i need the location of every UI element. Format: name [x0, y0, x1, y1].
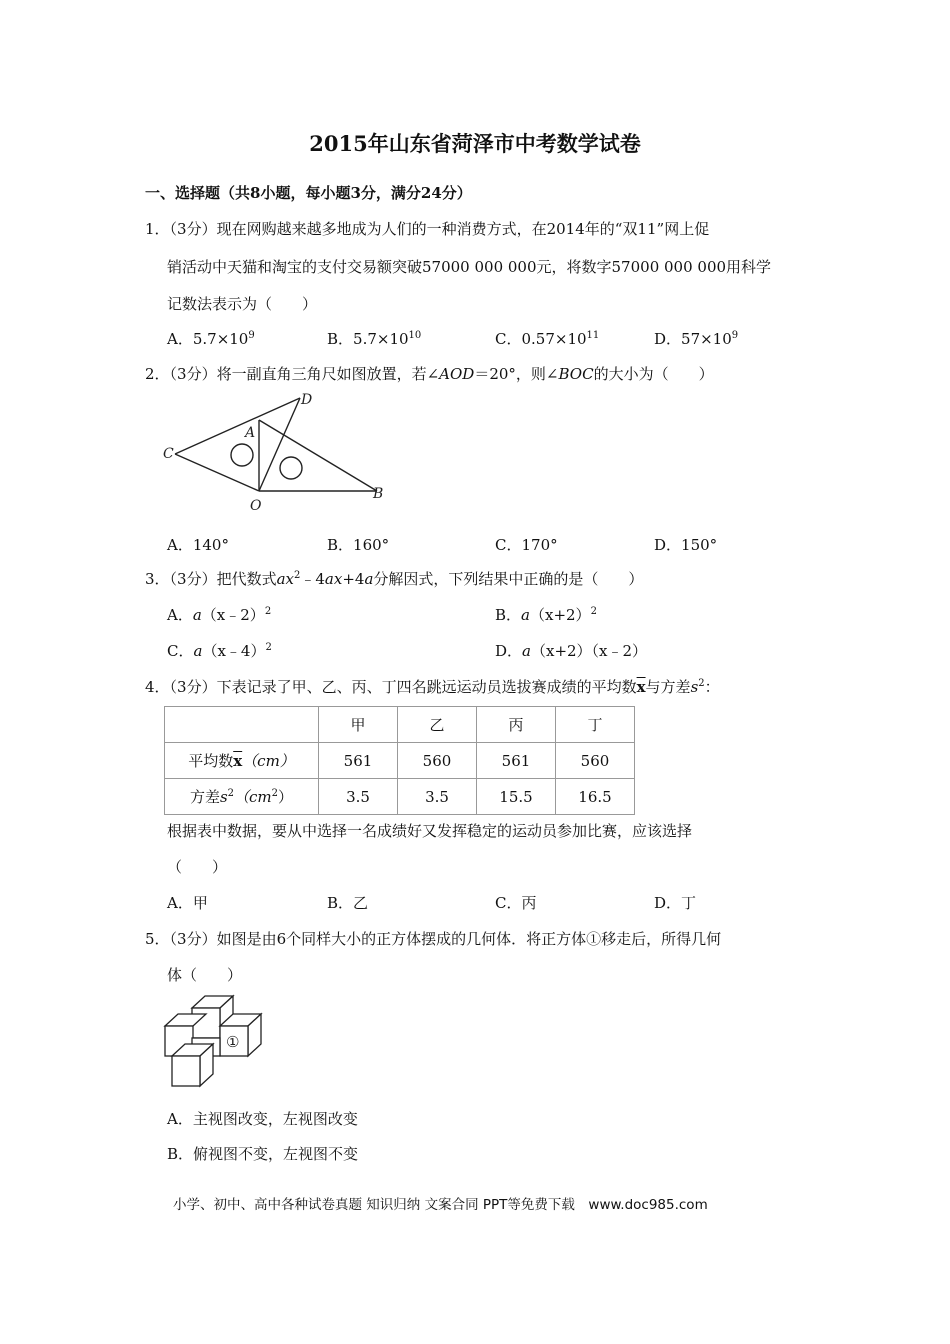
label-a: A — [245, 425, 256, 441]
q2-option-a[interactable]: A．140° — [167, 536, 229, 554]
q2-stem: 2．（3分）将一副直角三角尺如图放置，若∠AOD＝20°，则∠BOC的大小为（ ） — [145, 365, 714, 383]
table-row — [165, 779, 635, 815]
edge-od — [259, 398, 300, 491]
label-o: O — [250, 498, 262, 514]
q4-option-b[interactable]: B．乙 — [327, 894, 369, 912]
scores-table — [164, 706, 635, 815]
q5-option-a[interactable]: A．主视图改变，左视图改变 — [167, 1110, 358, 1128]
q2-option-c[interactable]: C．170° — [495, 536, 558, 554]
q4-after-line2: （ ） — [167, 858, 228, 876]
q2-option-d[interactable]: D．150° — [654, 536, 718, 554]
label-c: C — [163, 446, 174, 462]
edge-co — [175, 454, 259, 491]
table-cell: 16.5 — [556, 779, 635, 815]
row-label-mean: 平均数$\overline{x}(cm)$ — [165, 743, 319, 779]
set-squares-figure — [155, 388, 395, 516]
section-heading: 一、选择题（共8小题，每小题3分，满分24分） — [145, 184, 472, 202]
q3-option-c[interactable]: C．a（x﹣4）$^2$ — [167, 642, 272, 660]
footer-note: 小学、初中、高中各种试卷真题 知识归纳 文案合同 PPT等免费下载 www.doc985.com — [173, 1197, 708, 1213]
q4-stem: 4．（3分）下表记录了甲、乙、丙、丁四名跳远运动员选拔赛成绩的平均数$\overline{x}$与方差$s^2$： — [145, 678, 720, 696]
table-cell: 3.5 — [319, 779, 398, 815]
table-row — [165, 743, 635, 779]
table-cell: 560 — [398, 743, 477, 779]
table-header-cell: 甲 — [319, 707, 398, 743]
label-b: B — [373, 486, 384, 502]
table-cell: 15.5 — [477, 779, 556, 815]
q1-line1: 1．（3分）现在网购越来越多地成为人们的一种消费方式，在2014年的“双11”网上促 — [145, 220, 710, 238]
q2-option-b[interactable]: B．160° — [327, 536, 390, 554]
table-cell: 3.5 — [398, 779, 477, 815]
table-cell: 561 — [477, 743, 556, 779]
table-header-cell — [165, 707, 319, 743]
q5-option-b[interactable]: B．俯视图不变，左视图不变 — [167, 1145, 359, 1163]
row-label-variance: 方差$s^2(cm^2)$ — [165, 779, 319, 815]
table-header-cell: 丁 — [556, 707, 635, 743]
circle-left — [231, 444, 253, 466]
table-cell: 561 — [319, 743, 398, 779]
q1-option-a[interactable]: A．$5.7\times 10^9$ — [167, 330, 255, 348]
cube-label: ① — [226, 1033, 240, 1051]
table-header-row — [165, 707, 635, 743]
cube-front-front — [172, 1056, 200, 1086]
table-header-cell: 乙 — [398, 707, 477, 743]
table-header-cell: 丙 — [477, 707, 556, 743]
q4-after-line1: 根据表中数据，要从中选择一名成绩好又发挥稳定的运动员参加比赛，应该选择 — [167, 822, 693, 840]
page-title: 2015年山东省菏泽市中考数学试卷 — [309, 131, 641, 156]
q4-option-d[interactable]: D．丁 — [654, 894, 697, 912]
edge-ab — [259, 420, 377, 491]
q1-option-c[interactable]: C．$0.57\times 10^{11}$ — [495, 330, 600, 348]
q3-option-a[interactable]: A．a（x﹣2）$^2$ — [167, 606, 272, 624]
q1-option-d[interactable]: D．$57\times 10^9$ — [654, 330, 739, 348]
q3-option-d[interactable]: D．a（x+2）（x﹣2） — [495, 642, 648, 660]
q3-option-b[interactable]: B．$a(x+2)^2$ — [495, 606, 597, 624]
label-d: D — [301, 392, 313, 408]
circle-right — [280, 457, 302, 479]
q1-line3: 记数法表示为（ ） — [167, 295, 318, 313]
q1-option-b[interactable]: B．$5.7\times 10^{10}$ — [327, 330, 422, 348]
q5-line1: 5．（3分）如图是由6个同样大小的正方体摆成的几何体．将正方体①移走后，所得几何 — [145, 930, 722, 948]
cubes-figure — [160, 992, 270, 1092]
q3-stem: 3．（3分）把代数式$ax^2﹣4ax+4a$分解因式，下列结果中正确的是（ ） — [145, 570, 644, 588]
q1-line2: 销活动中天猫和淘宝的支付交易额突破57000 000 000元，将数字57000 000 000用科学 — [167, 258, 772, 276]
table-cell: 560 — [556, 743, 635, 779]
q4-option-a[interactable]: A．甲 — [167, 894, 208, 912]
q5-line2: 体（ ） — [167, 966, 243, 984]
q4-option-c[interactable]: C．丙 — [495, 894, 537, 912]
